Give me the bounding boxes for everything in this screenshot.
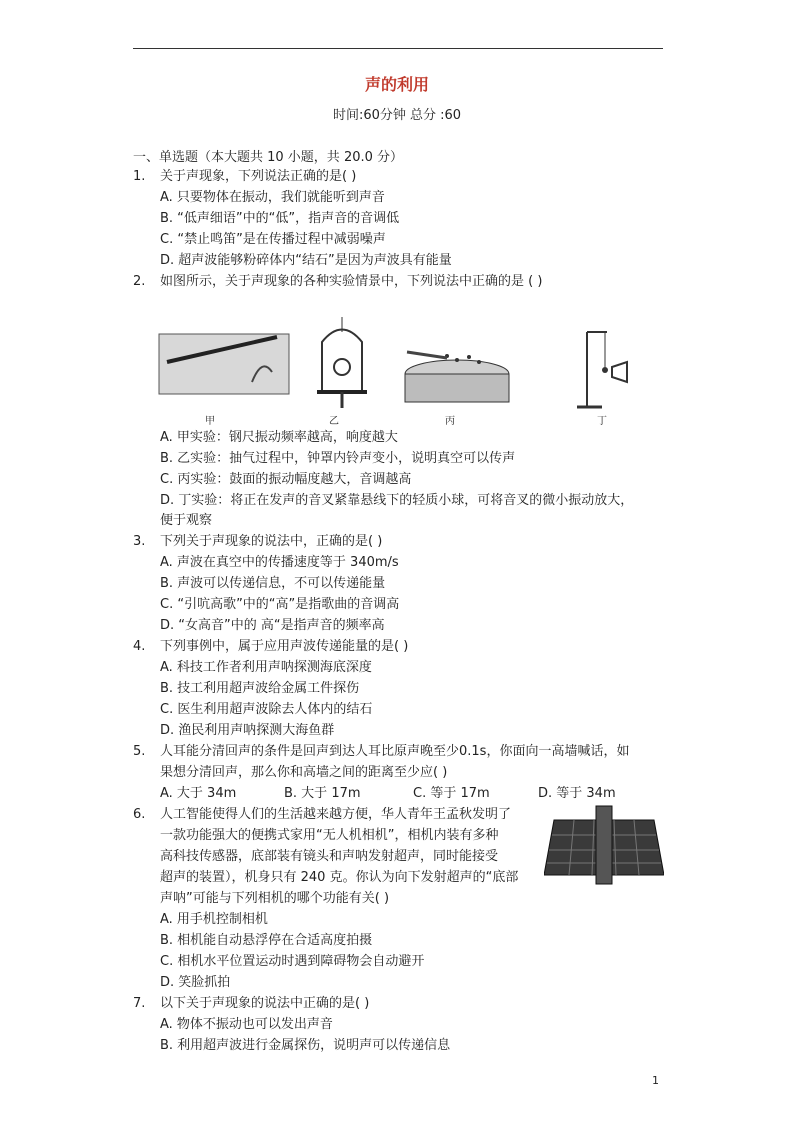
- option-c: C. 等于 17m: [413, 786, 490, 801]
- option-b: B. 技工利用超声波给金属工件探伤: [160, 681, 360, 696]
- option-a: A. 科技工作者利用声呐探测海底深度: [160, 660, 372, 675]
- experiment-illustration: [157, 312, 657, 424]
- option-b: B. 大于 17m: [284, 786, 361, 801]
- option-d: D. 等于 34m: [538, 786, 616, 801]
- question-stem: 人工智能使得人们的生活越来越方便，华人青年王孟秋发明了: [160, 807, 512, 822]
- question-stem: 以下关于声现象的说法中正确的是( ): [160, 996, 370, 1011]
- question-stem-continued: 超声的装置），机身只有 240 克。你认为向下发射超声的“底部: [160, 870, 519, 885]
- question-stem: 人耳能分清回声的条件是回声到达人耳比原声晚至少0.1s，你面向一高墙喊话，如: [160, 744, 630, 759]
- option-a: A. 用手机控制相机: [160, 912, 268, 927]
- option-c: C. “引吭高歌”中的“高”是指歌曲的音调高: [160, 597, 400, 612]
- experiment-figures: [157, 312, 657, 427]
- question-stem: 下列关于声现象的说法中，正确的是( ): [160, 534, 383, 549]
- option-a: A. 物体不振动也可以发出声音: [160, 1017, 333, 1032]
- option-a: A. 大于 34m: [160, 786, 237, 801]
- drum-figure: [405, 352, 509, 402]
- option-b: B. 乙实验：抽气过程中，钟罩内铃声变小，说明真空可以传声: [160, 451, 516, 466]
- question-stem-continued: 高科技传感器，底部装有镜头和声呐发射超声，同时能接受: [160, 849, 499, 864]
- option-b: B. 利用超声波进行金属探伤，说明声可以传递信息: [160, 1038, 451, 1053]
- page-title: 声的利用: [364, 75, 429, 94]
- option-d: D. 超声波能够粉碎体内“结石”是因为声波具有能量: [160, 253, 452, 268]
- option-b: B. 声波可以传递信息，不可以传递能量: [160, 576, 386, 591]
- question-number: 4.: [133, 639, 146, 654]
- question-number: 1.: [133, 169, 146, 184]
- option-b: B. “低声细语”中的“低”，指声音的音调低: [160, 211, 400, 226]
- question-stem-continued: 一款功能强大的便携式家用“无人机相机”，相机内装有多种: [160, 828, 499, 843]
- option-c: C. 相机水平位置运动时遇到障碍物会自动避开: [160, 954, 425, 969]
- question-stem: 如图所示，关于声现象的各种实验情景中，下列说法中正确的是 ( ): [160, 274, 543, 289]
- drone-camera-icon: [544, 800, 664, 888]
- figure-label-b: 乙: [329, 416, 339, 427]
- option-b: B. 相机能自动悬浮停在合适高度拍摄: [160, 933, 373, 948]
- question-number: 6.: [133, 807, 146, 822]
- question-stem-continued: 声呐”可能与下列相机的哪个功能有关( ): [160, 891, 390, 906]
- option-d: D. 笑脸抓拍: [160, 975, 231, 990]
- question-stem-continued: 果想分清回声，那么你和高墙之间的距离至少应( ): [160, 765, 448, 780]
- bell-jar-figure: [317, 317, 367, 408]
- question-stem: 下列事例中，属于应用声波传递能量的是( ): [160, 639, 409, 654]
- exam-info: 时间:60分钟 总分 :60: [332, 108, 462, 123]
- option-a: A. 声波在真空中的传播速度等于 340m/s: [160, 555, 399, 570]
- figure-label-d: 丁: [597, 416, 607, 427]
- question-number: 5.: [133, 744, 146, 759]
- header-rule: [133, 48, 663, 49]
- option-d: D. 渔民利用声呐探测大海鱼群: [160, 723, 335, 738]
- ruler-experiment-figure: [159, 334, 289, 394]
- option-c: C. “禁止鸣笛”是在传播过程中减弱噪声: [160, 232, 386, 247]
- option-c: C. 医生利用超声波除去人体内的结石: [160, 702, 373, 717]
- figure-label-c: 丙: [445, 416, 455, 427]
- option-d: D. 丁实验：将正在发声的音叉紧靠悬线下的轻质小球，可将音叉的微小振动放大，: [160, 493, 634, 508]
- figure-label-a: 甲: [205, 416, 215, 427]
- question-number: 2.: [133, 274, 146, 289]
- question-stem: 关于声现象，下列说法正确的是( ): [160, 169, 357, 184]
- option-c: C. 丙实验：鼓面的振动幅度越大，音调越高: [160, 472, 412, 487]
- section-heading: 一、单选题（本大题共 10 小题，共 20.0 分）: [133, 150, 404, 165]
- option-a: A. 只要物体在振动，我们就能听到声音: [160, 190, 385, 205]
- drone-camera-image: [544, 800, 664, 888]
- option-a: A. 甲实验：钢尺振动频率越高，响度越大: [160, 430, 398, 445]
- page-number: 1: [652, 1074, 659, 1087]
- option-d: D. “女高音”中的 高“是指声音的频率高: [160, 618, 385, 633]
- option-d-continued: 便于观察: [160, 513, 213, 528]
- question-number: 3.: [133, 534, 146, 549]
- question-number: 7.: [133, 996, 146, 1011]
- tuning-fork-figure: [577, 332, 627, 407]
